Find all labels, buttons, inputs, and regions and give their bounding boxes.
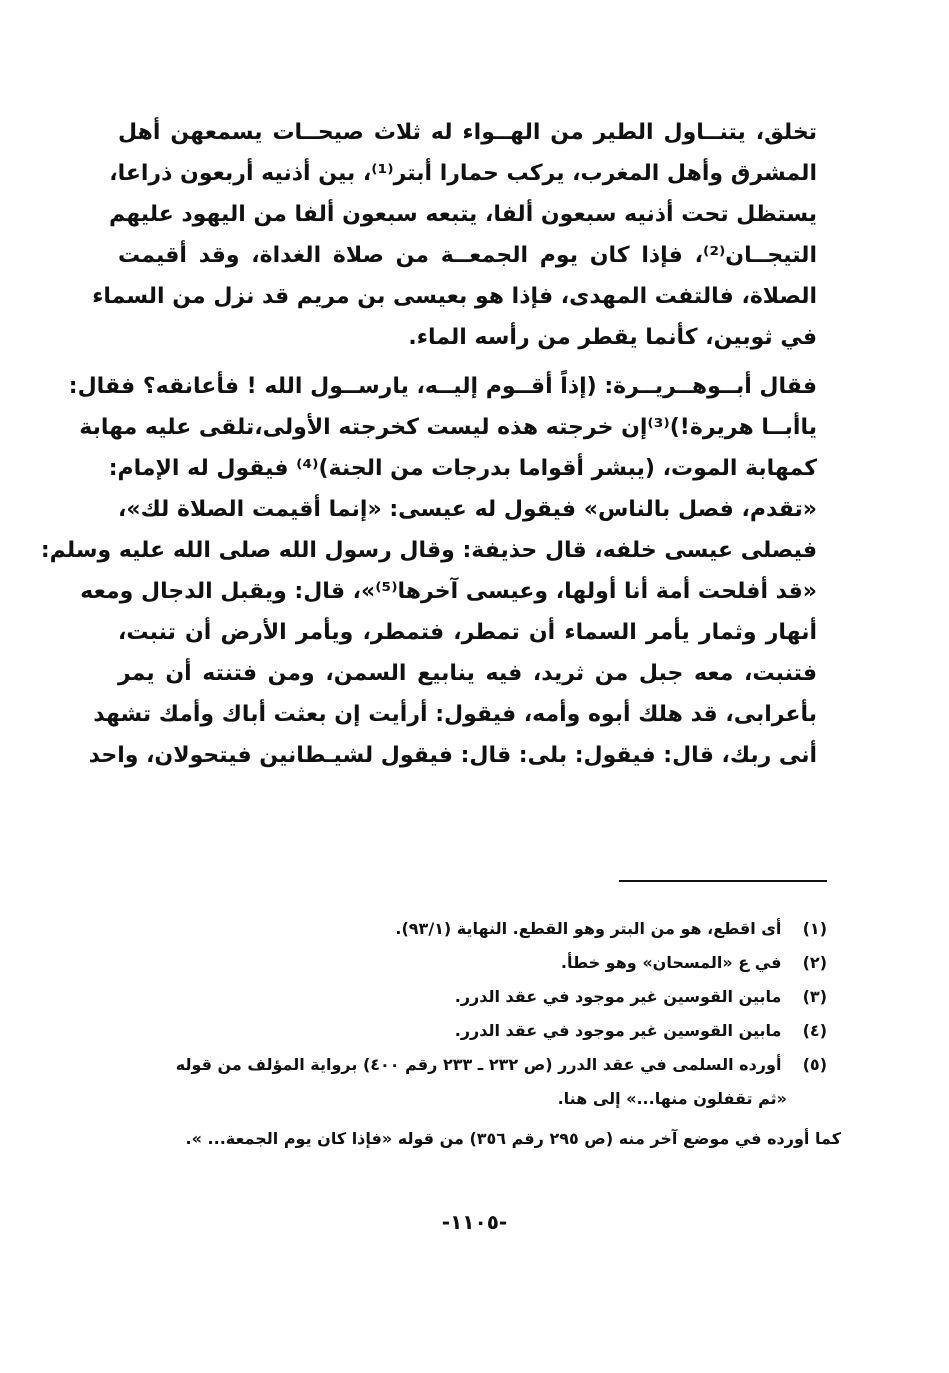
- footnote-separator: [619, 880, 827, 882]
- text-line: التيجــان⁽²⁾، فإذا كان يوم الجمعــة من صلاة الغداة، وقد أقيمت: [118, 243, 817, 268]
- footnote-3: [118, 980, 827, 1014]
- footnote-text: أى اقطع، هو من البتر وهو القطع. النهاية (٩٣/١).: [395, 919, 782, 938]
- footnotes: [118, 912, 841, 1156]
- footnote-5: [118, 1048, 827, 1082]
- footnote-1: [118, 912, 827, 946]
- main-text: [40, 112, 817, 776]
- text-line: المشرق وأهل المغرب، يركب حمارا أبتر⁽¹⁾، بين أذنيه أربعون ذراعا،: [109, 161, 817, 186]
- footnote-2: [118, 946, 827, 980]
- text-line: يستظل تحت أذنيه سبعون ألفا، يتبعه سبعون ألفا من اليهود عليهم: [108, 202, 817, 227]
- footnote-number: (٤): [802, 1021, 827, 1040]
- text-line: تخلق، يتنــاول الطير من الهــواء له ثلاث صيحــات يسمعهن أهل: [118, 120, 817, 145]
- text-line: فتنبت، معه جبل من ثريد، فيه ينابيع السمن، ومن فتنته أن يمر: [118, 661, 817, 686]
- paragraph-gap: [118, 358, 817, 366]
- text-line: فقال أبــوهــريــرة: (إذاً أقــوم إليــه، يارســول الله ! فأعانقه؟ فقال:: [68, 374, 817, 399]
- footnote-text: في ع «المسحان» وهو خطأ.: [560, 953, 782, 972]
- footnote-extra-note: كما أورده في موضع آخر منه (ص ٢٩٥ رقم ٣٥٦) من قوله «فإذا كان يوم الجمعة... ».: [185, 1129, 841, 1148]
- page-number: -١١٠٥-: [441, 1210, 508, 1234]
- footnote-number: (٥): [802, 1055, 827, 1074]
- footnote-text: مابين القوسين غير موجود في عقد الدرر.: [454, 987, 782, 1006]
- footnote-text: مابين القوسين غير موجود في عقد الدرر.: [454, 1021, 782, 1040]
- footnote-number: (٢): [802, 953, 827, 972]
- text-line: كمهابة الموت، (يبشر أقواما بدرجات من الجنة)⁽⁴⁾ فيقول له الإمام:: [108, 456, 817, 481]
- text-line: «تقدم، فصل بالناس» فيقول له عيسى: «إنما أقيمت الصلاة لك»،: [118, 497, 817, 522]
- text-line: أنى ربك، قال: فيقول: بلى: قال: فيقول لشيـطانين فيتحولان، واحد: [88, 743, 817, 768]
- text-line: في ثوبين، كأنما يقطر من رأسه الماء.: [408, 325, 817, 350]
- text-line: بأعرابى، قد هلك أبوه وأمه، فيقول: أرأيت إن بعثت أباك وأمك تشهد: [93, 702, 817, 727]
- footnote-5-continuation: «ثم تقفلون منها...» إلى هنا.: [557, 1089, 787, 1108]
- footnote-number: (١): [802, 919, 827, 938]
- footnote-text: أورده السلمى في عقد الدرر (ص ٢٣٢ ـ ٢٣٣ رقم ٤٠٠) برواية المؤلف من قوله: [175, 1055, 782, 1074]
- text-line: «قد أفلحت أمة أنا أولها، وعيسى آخرها⁽⁵⁾»، قال: ويقبل الدجال ومعه: [80, 579, 817, 604]
- text-line: الصلاة، فالتفت المهدى، فإذا هو بعيسى بن مريم قد نزل من السماء: [92, 284, 817, 309]
- text-line: فيصلى عيسى خلفه، قال حذيفة: وقال رسول الله صلى الله عليه وسلم:: [40, 538, 817, 563]
- text-line: أنهار وثمار يأمر السماء أن تمطر، فتمطر، ويأمر الأرض أن تنبت،: [118, 620, 817, 645]
- text-line: ياأبــا هريرة!)⁽³⁾إن خرجته هذه ليست كخرجته الأولى،تلقى عليه مهابة: [79, 415, 817, 440]
- footnote-number: (٣): [802, 987, 827, 1006]
- footnote-4: [118, 1014, 827, 1048]
